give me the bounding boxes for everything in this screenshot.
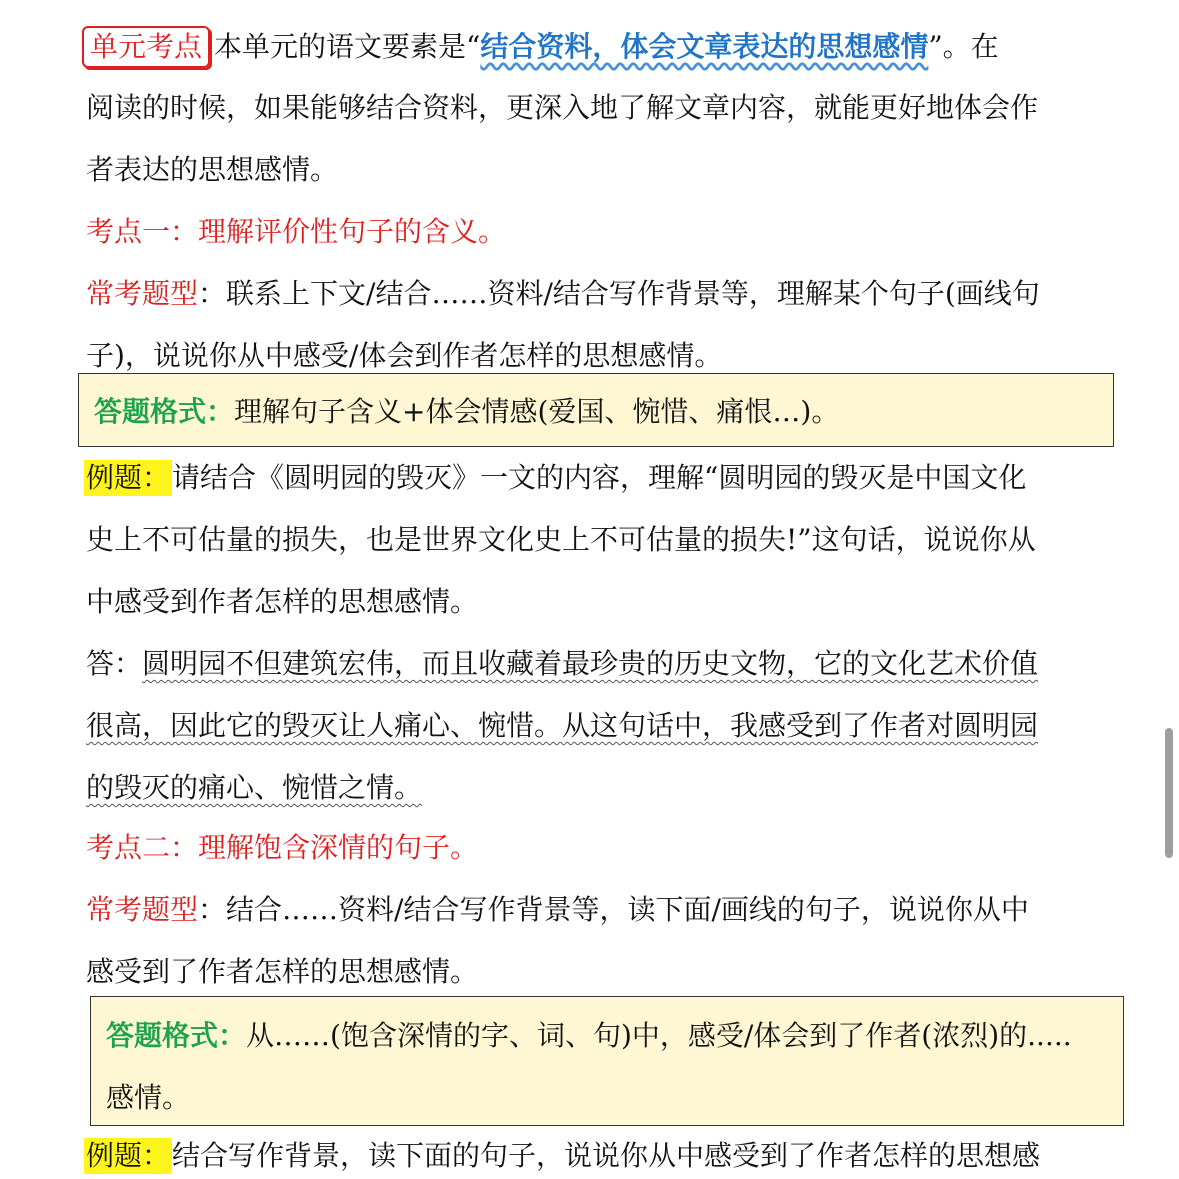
point2-format-line1 [106,1018,1072,1054]
point1-title: 考点一：理解评价性句子的含义。 [86,215,507,248]
point2-format-label: 答题格式： [106,1019,247,1052]
point1-example-line2: 史上不可估量的损失，也是世界文化史上不可估量的损失!”这句话，说说你从 [86,523,1036,556]
point2-type-line2: 感受到了作者怎样的思想感情。 [86,955,479,988]
point1-answer-line1 [86,646,1038,682]
unit-intro-line2: 阅读的时候，如果能够结合资料，更深入地了解文章内容，就能更好地体会作 [86,91,1039,124]
point1-example-line1 [86,460,1026,496]
vertical-scrollbar[interactable] [1165,728,1173,858]
point1-format-text: 理解句子含义+体会情感(爱国、惋惜、痛恨…)。 [234,395,840,428]
point1-type-line2: 子)，说说你从中感受/体会到作者怎样的思想感情。 [86,339,723,372]
point2-example-text1: 结合写作背景，读下面的句子，说说你从中感受到了作者怎样的思想感 [172,1139,1041,1172]
point1-type-line1 [86,276,1040,312]
point1-example-line3: 中感受到作者怎样的思想感情。 [86,585,479,618]
intro-prefix: 本单元的语文要素是“ [214,30,481,63]
point1-format-label: 答题格式： [94,395,235,428]
point1-answer-line2: 很高，因此它的毁灭让人痛心、惋惜。从这句话中，我感受到了作者对圆明园 [86,709,1039,742]
point2-type-text1: ：结合……资料/结合写作背景等，读下面/画线的句子，说说你从中 [198,893,1029,926]
intro-key-phrase: 结合资料，体会文章表达的思想感情 [480,30,929,63]
point1-answer-text1: 圆明园不但建筑宏伟，而且收藏着最珍贵的历史文物，它的文化艺术价值 [142,647,1039,680]
point1-answer-line3 [86,770,422,806]
point1-example-text1: 请结合《圆明园的毁灭》一文的内容，理解“圆明园的毁灭是中国文化 [172,461,1027,494]
point2-example-line1 [86,1138,1040,1174]
unit-intro-line1 [86,26,999,62]
point2-type-label: 常考题型 [86,893,199,926]
point2-format-text1: 从……(饱含深情的字、词、句)中，感受/体会到了作者(浓烈)的..... [246,1019,1072,1052]
point1-format-line [94,394,839,430]
intro-suffix: ”。在 [928,30,999,63]
unit-intro-line3: 者表达的思想感情。 [86,153,339,186]
point2-format-box [90,996,1124,1126]
point1-example-label: 例题： [86,461,171,494]
point2-title: 考点二：理解饱含深情的句子。 [86,831,479,864]
point1-answer-label: 答： [86,647,143,680]
point1-type-text1: ：联系上下文/结合……资料/结合写作背景等，理解某个句子(画线句 [198,277,1040,310]
point2-example-label: 例题： [86,1139,171,1172]
unit-tag: 单元考点 [82,26,210,68]
point2-format-line2: 感情。 [106,1081,191,1114]
point1-answer-text3: 的毁灭的痛心、惋惜之情。 [86,771,423,804]
point2-type-line1 [86,892,1029,928]
point1-type-label: 常考题型 [86,277,199,310]
